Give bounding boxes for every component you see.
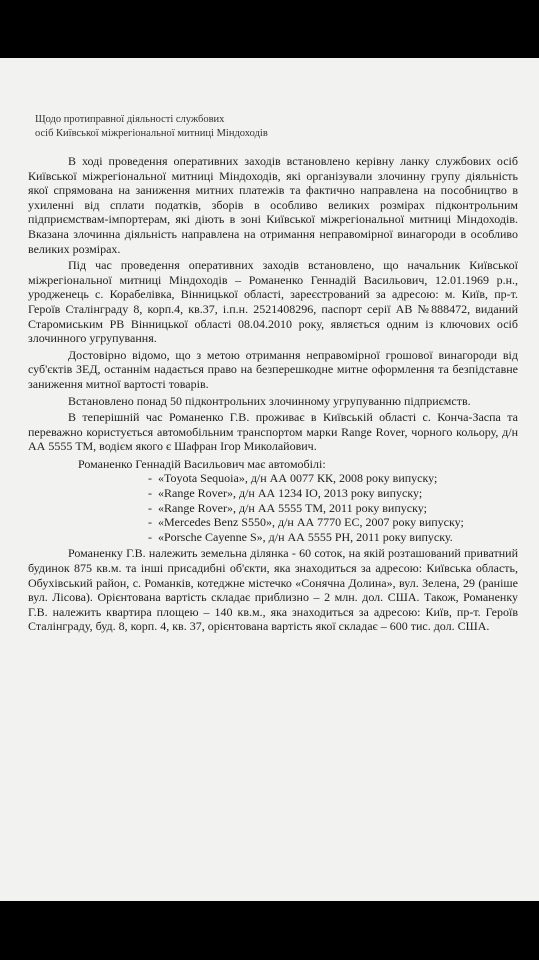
list-item: - «Mercedes Benz S550», д/н АА 7770 ЕС, 2007 року випуску; — [158, 515, 518, 530]
cars-intro: Романенко Геннадій Васильович має автомобілі: — [78, 456, 326, 471]
paragraph-chief-identity: Під час проведення оперативних заходів встановлено, що начальник Київської міжрегіональної митниці Міндоходів – Романенко Геннадій Васильович, 12.01.1969 р.н., уродженець с. Корабелівка, Вінницької області, зареєстрований за адресою: м. Київ, пр-т. Героїв Сталінграду 8, корп.4, кв.37, і.п.н. 2521408296, паспорт серії АВ №888472, виданий Старомиським РВ Вінницької області 08.04.2010 року, являється одним із ключових осіб злочинного угрупування. — [28, 258, 518, 346]
list-item: - «Porsche Cayenne S», д/н АА 5555 РН, 2011 року випуску. — [158, 530, 518, 545]
cars-list — [28, 471, 518, 544]
paragraph-property: Романенку Г.В. належить земельна ділянка - 60 соток, на якій розташований приватний будинок 875 кв.м. та інші присадибні об'єкти, яка знаходиться за адресою: Київська область, Обухівський район, с. Романків, котеджне містечко «Сонячна Долина», вул. Зелена, 29 (раніше вул. Лісова). Орієнтована вартість складає приблизно – 2 млн. дол. США. Також, Романенку Г.В. належить квартира площею – 140 кв.м., яка знаходиться за адресою: Київ, пр-т. Героїв Сталінграду, буд. 8, корп. 4, кв. 37, орієнтована вартість якої складає – 600 тис. дол. США. — [28, 546, 518, 634]
paragraph-criminal-group: В ході проведення оперативних заходів встановлено керівну ланку службових осіб Київської міжрегіональної митниці Міндоходів, які організували злочинну групу діяльність якої спрямована на заниження митних платежів та фактично направлена на пособництво в ухиленні від сплати податків, зборів в особливо великих розмірах підконтрольним підприємствам-імпортерам, які діють в зоні Київської міжрегіональної митниці Міндоходів. Вказана злочинна діяльність направлена на отримання неправомірної винагороди в особливо великих розмірах. — [28, 154, 518, 256]
list-item: - «Range Rover», д/н АА 5555 ТМ, 2011 року випуску; — [158, 501, 518, 516]
heading-line: Щодо протиправної діяльності службових — [35, 114, 225, 125]
document-body — [28, 154, 518, 634]
list-item: - «Toyota Sequoia», д/н АА 0077 КК, 2008 року випуску; — [158, 471, 518, 486]
document-heading — [35, 113, 268, 141]
list-item: - «Range Rover», д/н АА 1234 ІО, 2013 року випуску; — [158, 486, 518, 501]
paragraph-residence: В теперішній час Романенко Г.В. проживає в Київській області с. Конча-Заспа та переважно користується автомобільним транспортом марки Range Rover, чорного кольору, д/н АА 5555 ТМ, водієм якого є Шафран Ігор Миколайович. — [28, 410, 518, 454]
paragraph-controlled-companies: Встановлено понад 50 підконтрольних злочинному угрупуванню підприємств. — [68, 393, 471, 408]
document-page — [0, 58, 539, 901]
paragraph-bribes: Достовірно відомо, що з метою отримання неправомірної грошової винагороди від суб'єктів ЗЕД, останнім надається право на безперешкодне митне оформлення та безпідставне заниження митної вартості товарів. — [28, 347, 518, 391]
heading-line: осіб Київської міжрегіональної митниці Міндоходів — [35, 128, 268, 139]
